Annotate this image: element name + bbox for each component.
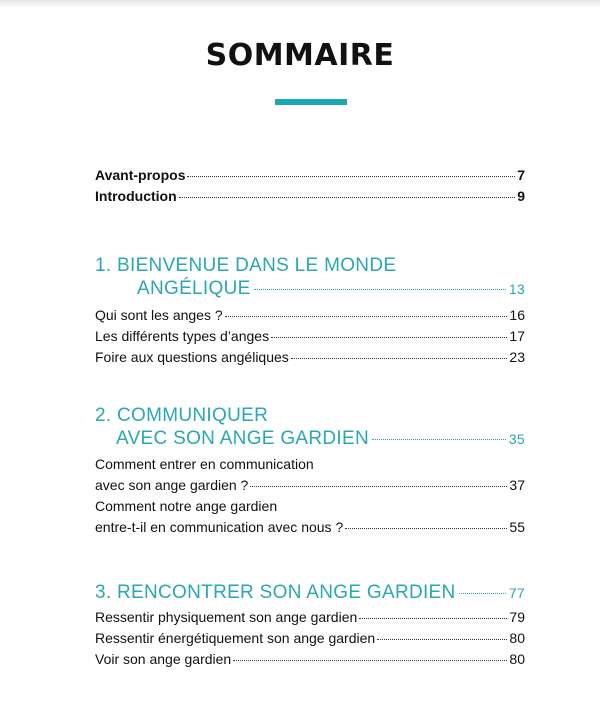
chapter-2-title-line2[interactable] <box>95 427 525 451</box>
toc-entry[interactable] <box>95 475 525 496</box>
toc-entry-page: 37 <box>509 477 525 493</box>
toc-entry[interactable] <box>95 607 525 628</box>
toc-entry-label: avec son ange gardien ? <box>95 477 249 493</box>
dot-leader <box>250 486 507 487</box>
toc-entry-page: 9 <box>517 188 525 204</box>
chapter-page: 13 <box>508 281 525 297</box>
toc-entry-introduction[interactable] <box>95 186 525 207</box>
toc-entry-label: entre-t-il en communication avec nous ? <box>95 519 344 535</box>
toc-entry[interactable] <box>95 347 525 368</box>
dot-leader <box>179 197 516 198</box>
toc-entry[interactable] <box>95 326 525 347</box>
dot-leader <box>377 639 507 640</box>
chapter-2-section <box>95 404 525 538</box>
toc-entry-page: 17 <box>509 328 525 344</box>
page-title: SOMMAIRE <box>205 38 395 73</box>
dot-leader <box>254 289 506 290</box>
toc-entry-label: Avant-propos <box>95 167 186 183</box>
chapter-title-text: 3. RENCONTRER SON ANGE GARDIEN <box>95 582 456 603</box>
chapter-1-title-line2[interactable] <box>95 277 525 301</box>
toc-entry-label: Foire aux questions angéliques <box>95 349 289 365</box>
title-underline <box>275 99 347 105</box>
toc-entry-page: 23 <box>509 349 525 365</box>
toc-entry-label: Les différents types d’anges <box>95 328 270 344</box>
chapter-3-title[interactable] <box>95 581 525 605</box>
dot-leader <box>359 618 507 619</box>
toc-entry[interactable] <box>95 649 525 670</box>
chapter-page: 35 <box>508 431 525 447</box>
dot-leader <box>233 660 507 661</box>
chapter-title-text: AVEC SON ANGE GARDIEN <box>116 428 370 449</box>
toc-entry-page: 7 <box>517 167 525 183</box>
dot-leader <box>225 316 508 317</box>
toc-entry-label: Voir son ange gardien <box>95 651 232 667</box>
chapter-3-section <box>95 581 525 670</box>
toc-entry[interactable] <box>95 305 525 326</box>
toc-entry[interactable] <box>95 628 525 649</box>
toc-entry-label: Qui sont les anges ? <box>95 307 223 323</box>
toc-entry[interactable] <box>95 517 525 538</box>
chapter-1-section <box>95 254 525 368</box>
front-matter-section <box>95 165 525 207</box>
top-edge-shadow <box>0 0 600 8</box>
toc-entry-label: Ressentir énergétiquement son ange gardien <box>95 630 376 646</box>
chapter-page: 77 <box>508 585 525 601</box>
chapter-title-text: ANGÉLIQUE <box>137 278 251 299</box>
toc-entry-label: Ressentir physiquement son ange gardien <box>95 609 358 625</box>
toc-entry-page: 80 <box>509 630 525 646</box>
toc-entry-avant-propos[interactable] <box>95 165 525 186</box>
toc-entry-page: 79 <box>509 609 525 625</box>
chapter-2-title-line1[interactable]: 2. COMMUNIQUER <box>95 405 269 426</box>
dot-leader <box>372 439 506 440</box>
chapter-1-title-line1[interactable]: 1. BIENVENUE DANS LE MONDE <box>95 255 397 276</box>
toc-entry-label-line1[interactable]: Comment entrer en communication <box>95 456 314 472</box>
toc-entry-page: 55 <box>509 519 525 535</box>
dot-leader <box>271 337 507 338</box>
toc-entry-label: Introduction <box>95 188 177 204</box>
toc-entry-page: 80 <box>509 651 525 667</box>
toc-entry-page: 16 <box>509 307 525 323</box>
dot-leader <box>459 593 506 594</box>
dot-leader <box>345 528 507 529</box>
dot-leader <box>291 358 508 359</box>
dot-leader <box>187 176 515 177</box>
toc-entry-label-line1[interactable]: Comment notre ange gardien <box>95 498 278 514</box>
